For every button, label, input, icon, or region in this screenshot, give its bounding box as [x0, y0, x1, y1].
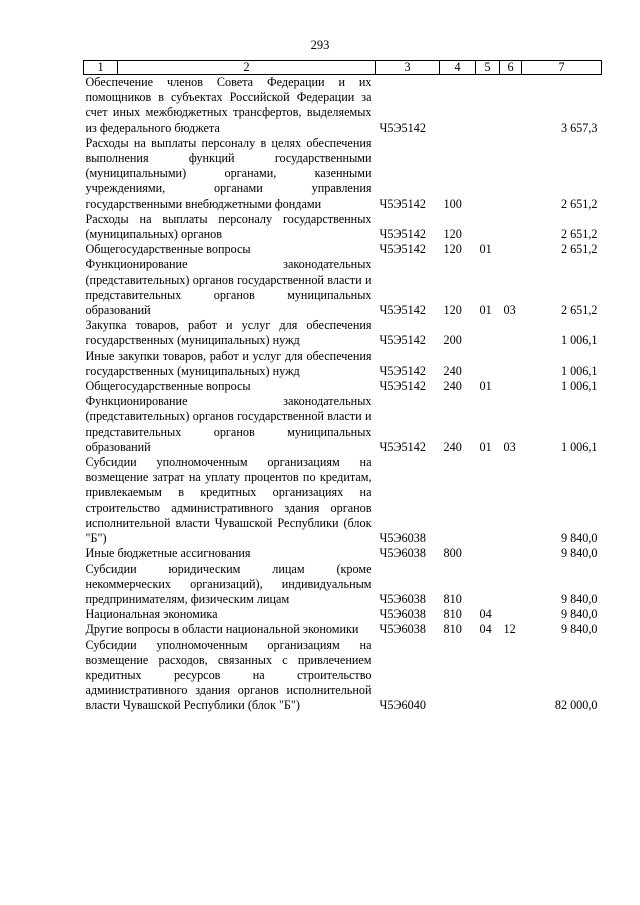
header-col-4: 4	[440, 61, 476, 75]
table-row	[84, 562, 602, 608]
row-section	[476, 562, 500, 608]
row-amount: 3 657,3	[560, 120, 598, 135]
row-target-code: Ч5Э5142	[379, 333, 426, 348]
table-row	[84, 638, 602, 714]
row-name: Субсидии юридическим лицам (кроме некоммерческих организаций), индивидуальным предпринимателям, физическим лицам	[85, 561, 372, 606]
header-col-1: 1	[84, 61, 118, 75]
row-name: Другие вопросы в области национальной экономики	[85, 622, 359, 637]
row-target-code: Ч5Э5142	[379, 196, 426, 211]
row-name: Функционирование законодательных (представительных) органов государственной власти и представительных органов муниципальных образований	[85, 394, 372, 454]
row-target-code: Ч5Э5142	[379, 227, 426, 242]
row-subsection: 03	[503, 303, 516, 318]
row-name: Обеспечение членов Совета Федерации и их помощников в субъектах Российской Федерации за счет иных межбюджетных трансфертов, выделяемых из федерального бюджета	[85, 75, 372, 135]
row-section	[476, 546, 500, 561]
row-subsection	[500, 562, 522, 608]
table-row	[84, 394, 602, 455]
row-section	[476, 455, 500, 546]
row-amount: 1 006,1	[560, 439, 598, 454]
row-expense-type: 120	[443, 227, 462, 242]
row-target-code: Ч5Э5142	[379, 363, 426, 378]
row-amount: 2 651,2	[560, 196, 598, 211]
row-section: 01	[479, 439, 492, 454]
row-expense-type: 240	[443, 379, 462, 394]
table-row	[84, 607, 602, 622]
row-subsection	[500, 349, 522, 379]
row-subsection	[500, 75, 522, 136]
table-header	[84, 61, 602, 75]
row-expense-type: 240	[443, 439, 462, 454]
table-body	[84, 75, 602, 714]
row-section	[476, 349, 500, 379]
table-row	[84, 257, 602, 318]
row-section	[476, 136, 500, 212]
row-expense-type: 800	[443, 546, 462, 561]
row-name: Общегосударственные вопросы	[85, 242, 251, 257]
row-expense-type: 120	[443, 303, 462, 318]
row-section: 01	[479, 303, 492, 318]
row-target-code: Ч5Э6038	[379, 622, 426, 637]
row-target-code: Ч5Э6038	[379, 531, 426, 546]
row-amount: 9 840,0	[560, 622, 598, 637]
row-name: Иные бюджетные ассигнования	[85, 546, 251, 561]
row-section	[476, 638, 500, 714]
table-row	[84, 349, 602, 379]
row-subsection	[500, 212, 522, 242]
row-amount: 2 651,2	[560, 303, 598, 318]
row-section: 01	[479, 242, 492, 257]
row-amount: 1 006,1	[560, 379, 598, 394]
row-amount: 2 651,2	[560, 242, 598, 257]
table-row	[84, 242, 602, 257]
header-col-3: 3	[376, 61, 440, 75]
row-name: Функционирование законодательных (представительных) органов государственной власти и представительных органов муниципальных образований	[85, 257, 372, 318]
row-amount: 1 006,1	[560, 333, 598, 348]
table-row	[84, 622, 602, 637]
table-row	[84, 318, 602, 348]
row-section	[476, 75, 500, 136]
row-target-code: Ч5Э6038	[379, 546, 426, 561]
row-name: Закупка товаров, работ и услуг для обеспечения государственных (муниципальных) нужд	[85, 318, 372, 348]
header-row	[84, 61, 602, 75]
row-expense-type: 240	[443, 363, 462, 378]
row-name: Расходы на выплаты персоналу в целях обеспечения выполнения функций государственными (муниципальными) органами, казенными учреждениями, органами управления государственными внебюджетными фондами	[85, 135, 372, 211]
row-subsection	[500, 242, 522, 257]
row-section: 04	[479, 607, 492, 622]
row-target-code: Ч5Э5142	[379, 303, 426, 318]
row-subsection	[500, 318, 522, 348]
row-section	[476, 212, 500, 242]
row-expense-type: 120	[443, 242, 462, 257]
row-section: 01	[479, 379, 492, 394]
row-name: Расходы на выплаты персоналу государственных (муниципальных) органов	[85, 211, 372, 242]
header-col-7: 7	[522, 61, 602, 75]
row-subsection	[500, 638, 522, 714]
row-subsection: 12	[503, 622, 516, 637]
table-row	[84, 212, 602, 242]
row-amount: 82 000,0	[554, 698, 598, 713]
table-row	[84, 455, 602, 546]
table-row	[84, 136, 602, 212]
budget-table	[83, 60, 602, 714]
table-row	[84, 546, 602, 561]
row-section: 04	[479, 622, 492, 637]
row-expense-type	[440, 638, 476, 714]
row-amount: 9 840,0	[560, 591, 598, 606]
row-expense-type: 810	[443, 591, 462, 606]
row-name: Субсидии уполномоченным организациям на возмещение затрат на уплату процентов по кредитам, привлекаемым в кредитных организациях на строительство административного здания органов исполнительной власти Чувашской Республики (блок "Б")	[85, 455, 372, 546]
row-subsection	[500, 136, 522, 212]
row-target-code: Ч5Э5142	[379, 120, 426, 135]
row-expense-type: 810	[443, 607, 462, 622]
row-subsection	[500, 455, 522, 546]
row-section	[476, 318, 500, 348]
header-col-5: 5	[476, 61, 500, 75]
row-target-code: Ч5Э5142	[379, 379, 426, 394]
row-target-code: Ч5Э5142	[379, 242, 426, 257]
row-expense-type: 810	[443, 622, 462, 637]
row-target-code: Ч5Э6040	[379, 698, 426, 713]
row-name: Национальная экономика	[85, 607, 218, 622]
row-target-code: Ч5Э5142	[379, 439, 426, 454]
row-subsection: 03	[503, 439, 516, 454]
row-subsection	[500, 546, 522, 561]
row-amount: 9 840,0	[560, 531, 598, 546]
row-amount: 9 840,0	[560, 607, 598, 622]
row-target-code: Ч5Э6038	[379, 591, 426, 606]
header-col-6: 6	[500, 61, 522, 75]
table-row	[84, 75, 602, 136]
row-name: Иные закупки товаров, работ и услуг для обеспечения государственных (муниципальных) нужд	[85, 348, 372, 378]
row-target-code: Ч5Э6038	[379, 607, 426, 622]
row-amount: 2 651,2	[560, 227, 598, 242]
row-subsection	[500, 379, 522, 394]
row-expense-type: 200	[443, 333, 462, 348]
row-expense-type	[440, 75, 476, 136]
row-subsection	[500, 607, 522, 622]
row-amount: 9 840,0	[560, 546, 598, 561]
row-expense-type: 100	[443, 196, 462, 211]
row-amount: 1 006,1	[560, 363, 598, 378]
header-col-2: 2	[118, 61, 376, 75]
table-row	[84, 379, 602, 394]
row-name: Общегосударственные вопросы	[85, 379, 251, 394]
row-expense-type	[440, 455, 476, 546]
page-number: 293	[310, 38, 330, 52]
row-name: Субсидии уполномоченным организациям на возмещение расходов, связанных с привлечением кредитных ресурсов на строительство административного здания органов исполнительной власти Чувашской Республики (блок "Б")	[85, 637, 372, 713]
